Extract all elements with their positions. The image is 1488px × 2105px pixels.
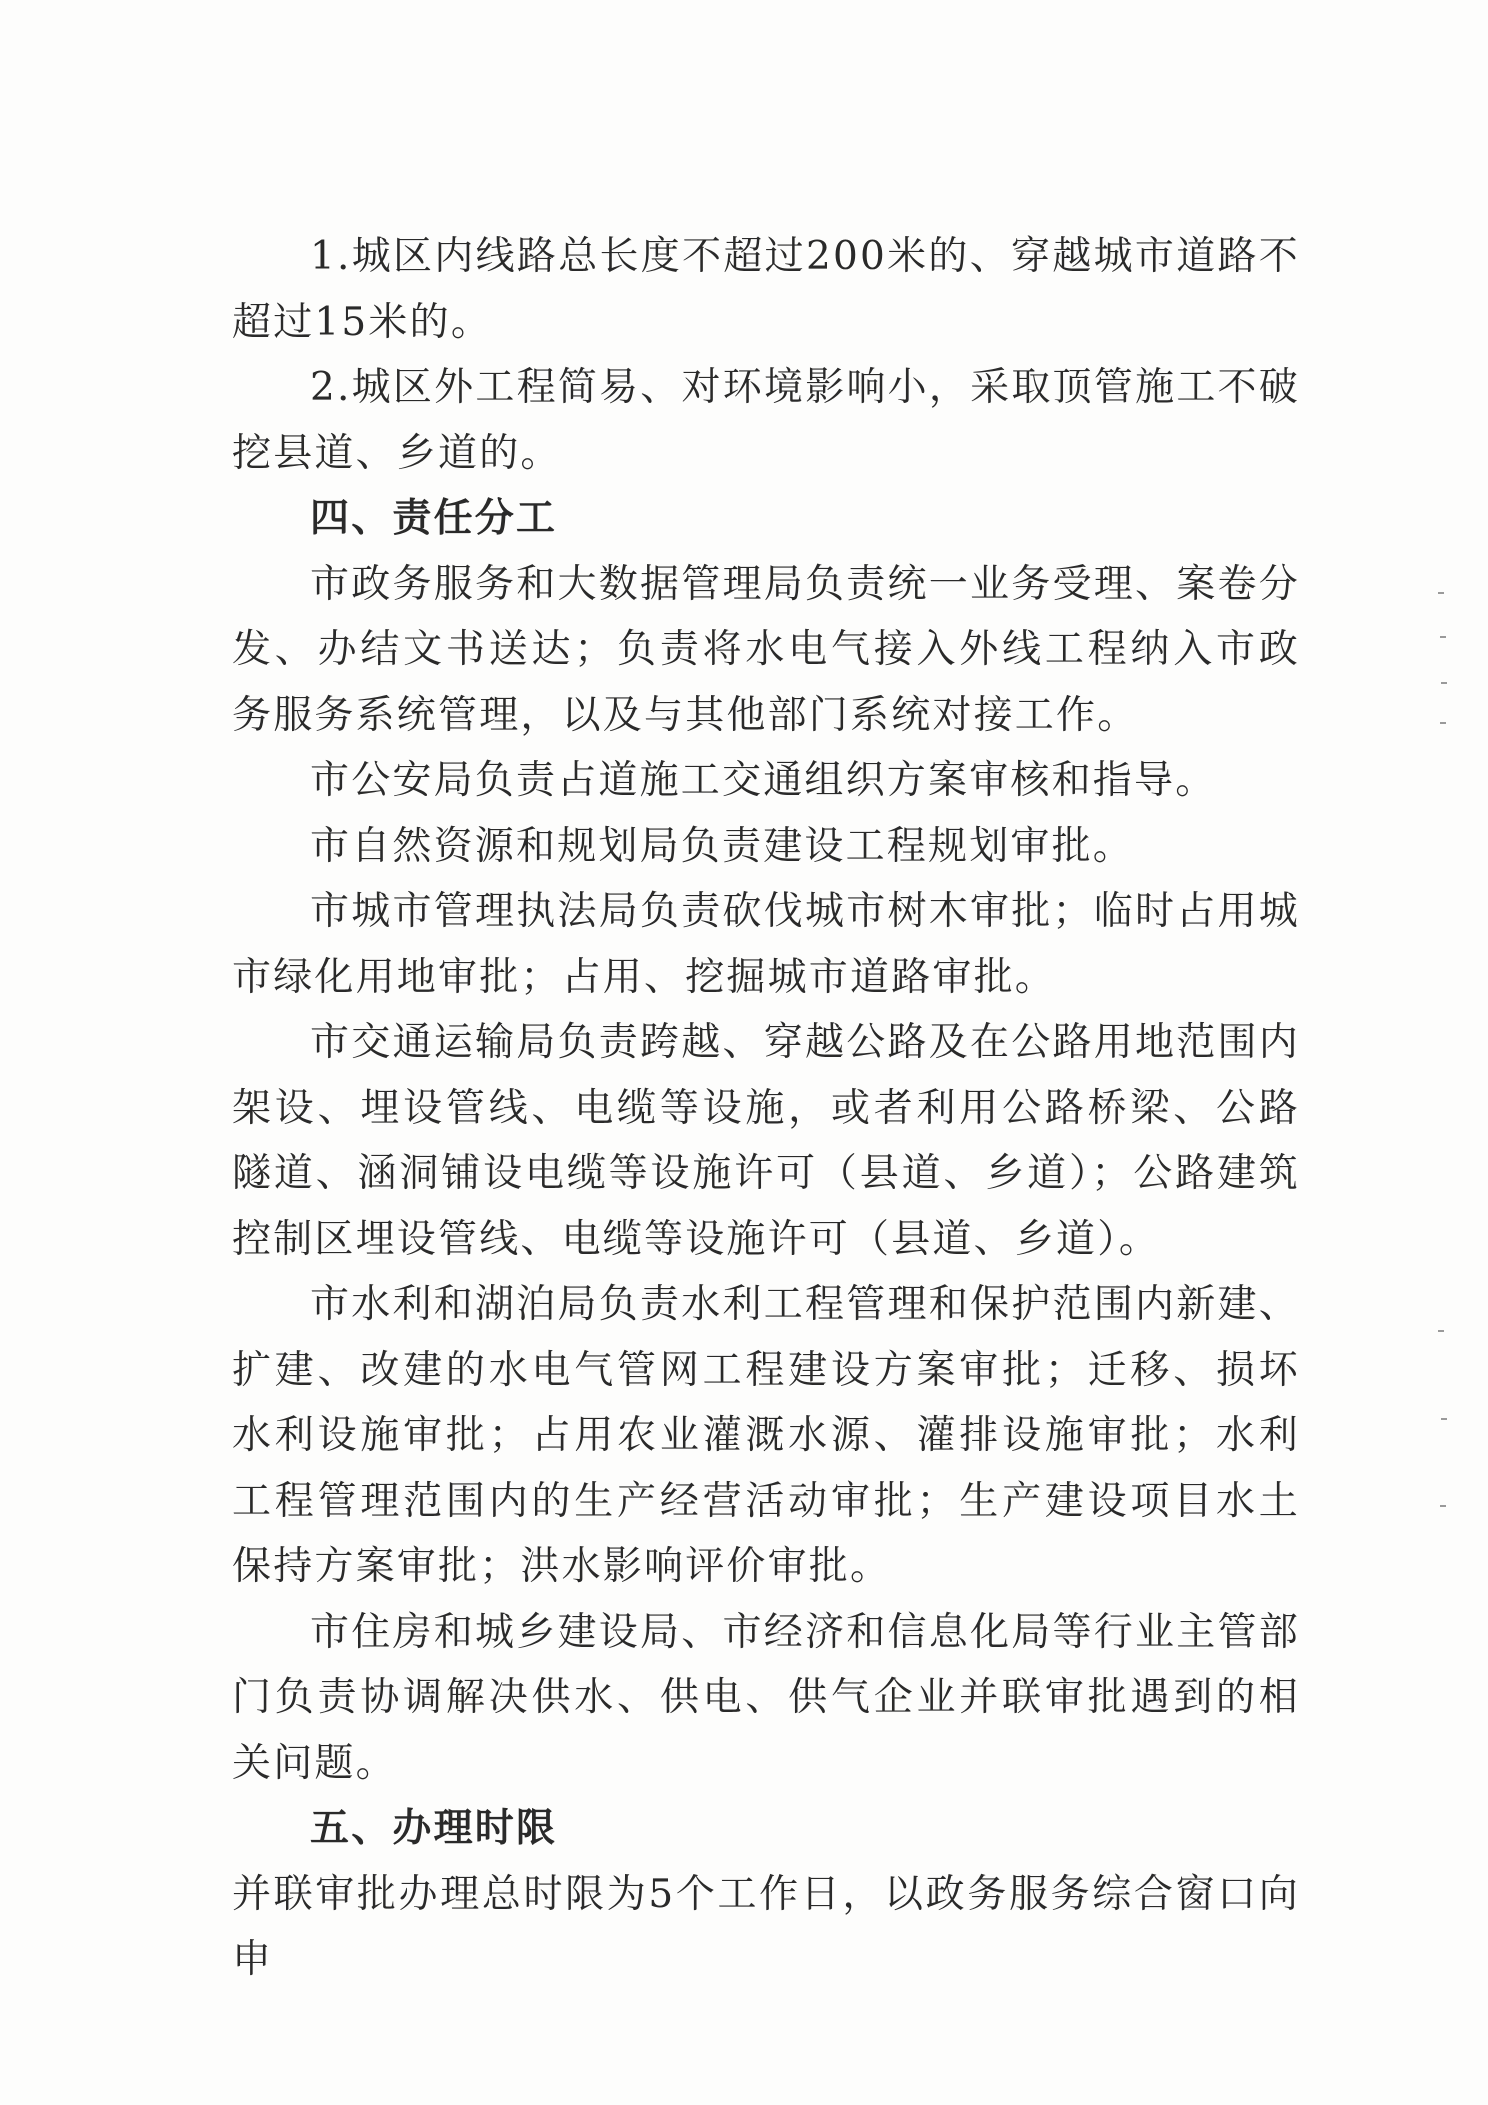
- paragraph-natural-resources: 市自然资源和规划局负责建设工程规划审批。: [310, 823, 1135, 869]
- paragraph-urban-management: 市城市管理执法局负责砍伐城市树木审批；临时占用城市绿化用地审批；占用、挖掘城市道路审批。: [232, 889, 1300, 1000]
- paragraph-public-security: 市公安局负责占道施工交通组织方案审核和指导。: [310, 758, 1217, 803]
- document-body: [232, 224, 1300, 1993]
- paragraph-housing: 市住房和城乡建设局、市经济和信息化局等行业主管部门负责协调解决供水、供电、供气企业并联审批遇到的相关问题。: [232, 1609, 1300, 1786]
- scan-mark: [1440, 1505, 1446, 1507]
- scan-mark: [1440, 636, 1446, 638]
- scan-mark: [1441, 682, 1447, 684]
- paragraph-data-bureau: 市政务服务和大数据管理局负责统一业务受理、案卷分发、办结文书送达；负责将水电气接入外线工程纳入市政务服务系统管理，以及与其他部门系统对接工作。: [232, 561, 1300, 738]
- scan-mark: [1438, 592, 1444, 594]
- scan-mark: [1441, 1418, 1447, 1420]
- paragraph-transport: 市交通运输局负责跨越、穿越公路及在公路用地范围内架设、埋设管线、电缆等设施，或者利用公路桥梁、公路隧道、涵洞铺设电缆等设施许可（县道、乡道）；公路建筑控制区埋设管线、电缆等设施许可（县道、乡道）。: [232, 1020, 1300, 1262]
- paragraph-time-limit: 并联审批办理总时限为5个工作日，以政务服务综合窗口向申: [232, 1871, 1300, 1982]
- paragraph-scope-rural: 2.城区外工程简易、对环境影响小，采取顶管施工不破挖县道、乡道的。: [232, 365, 1300, 476]
- paragraph-water-resources: 市水利和湖泊局负责水利工程管理和保护范围内新建、扩建、改建的水电气管网工程建设方案审批；迁移、损坏水利设施审批；占用农业灌溉水源、灌排设施审批；水利工程管理范围内的生产经营活动审批；生产建设项目水土保持方案审批；洪水影响评价审批。: [232, 1282, 1300, 1589]
- scan-mark: [1440, 722, 1446, 724]
- section-heading-time-limit: 五、办理时限: [310, 1806, 558, 1851]
- section-heading-responsibilities: 四、责任分工: [310, 496, 558, 541]
- scan-mark: [1438, 1330, 1444, 1332]
- paragraph-scope-urban: 1.城区内线路总长度不超过200米的、穿越城市道路不超过15米的。: [232, 234, 1300, 345]
